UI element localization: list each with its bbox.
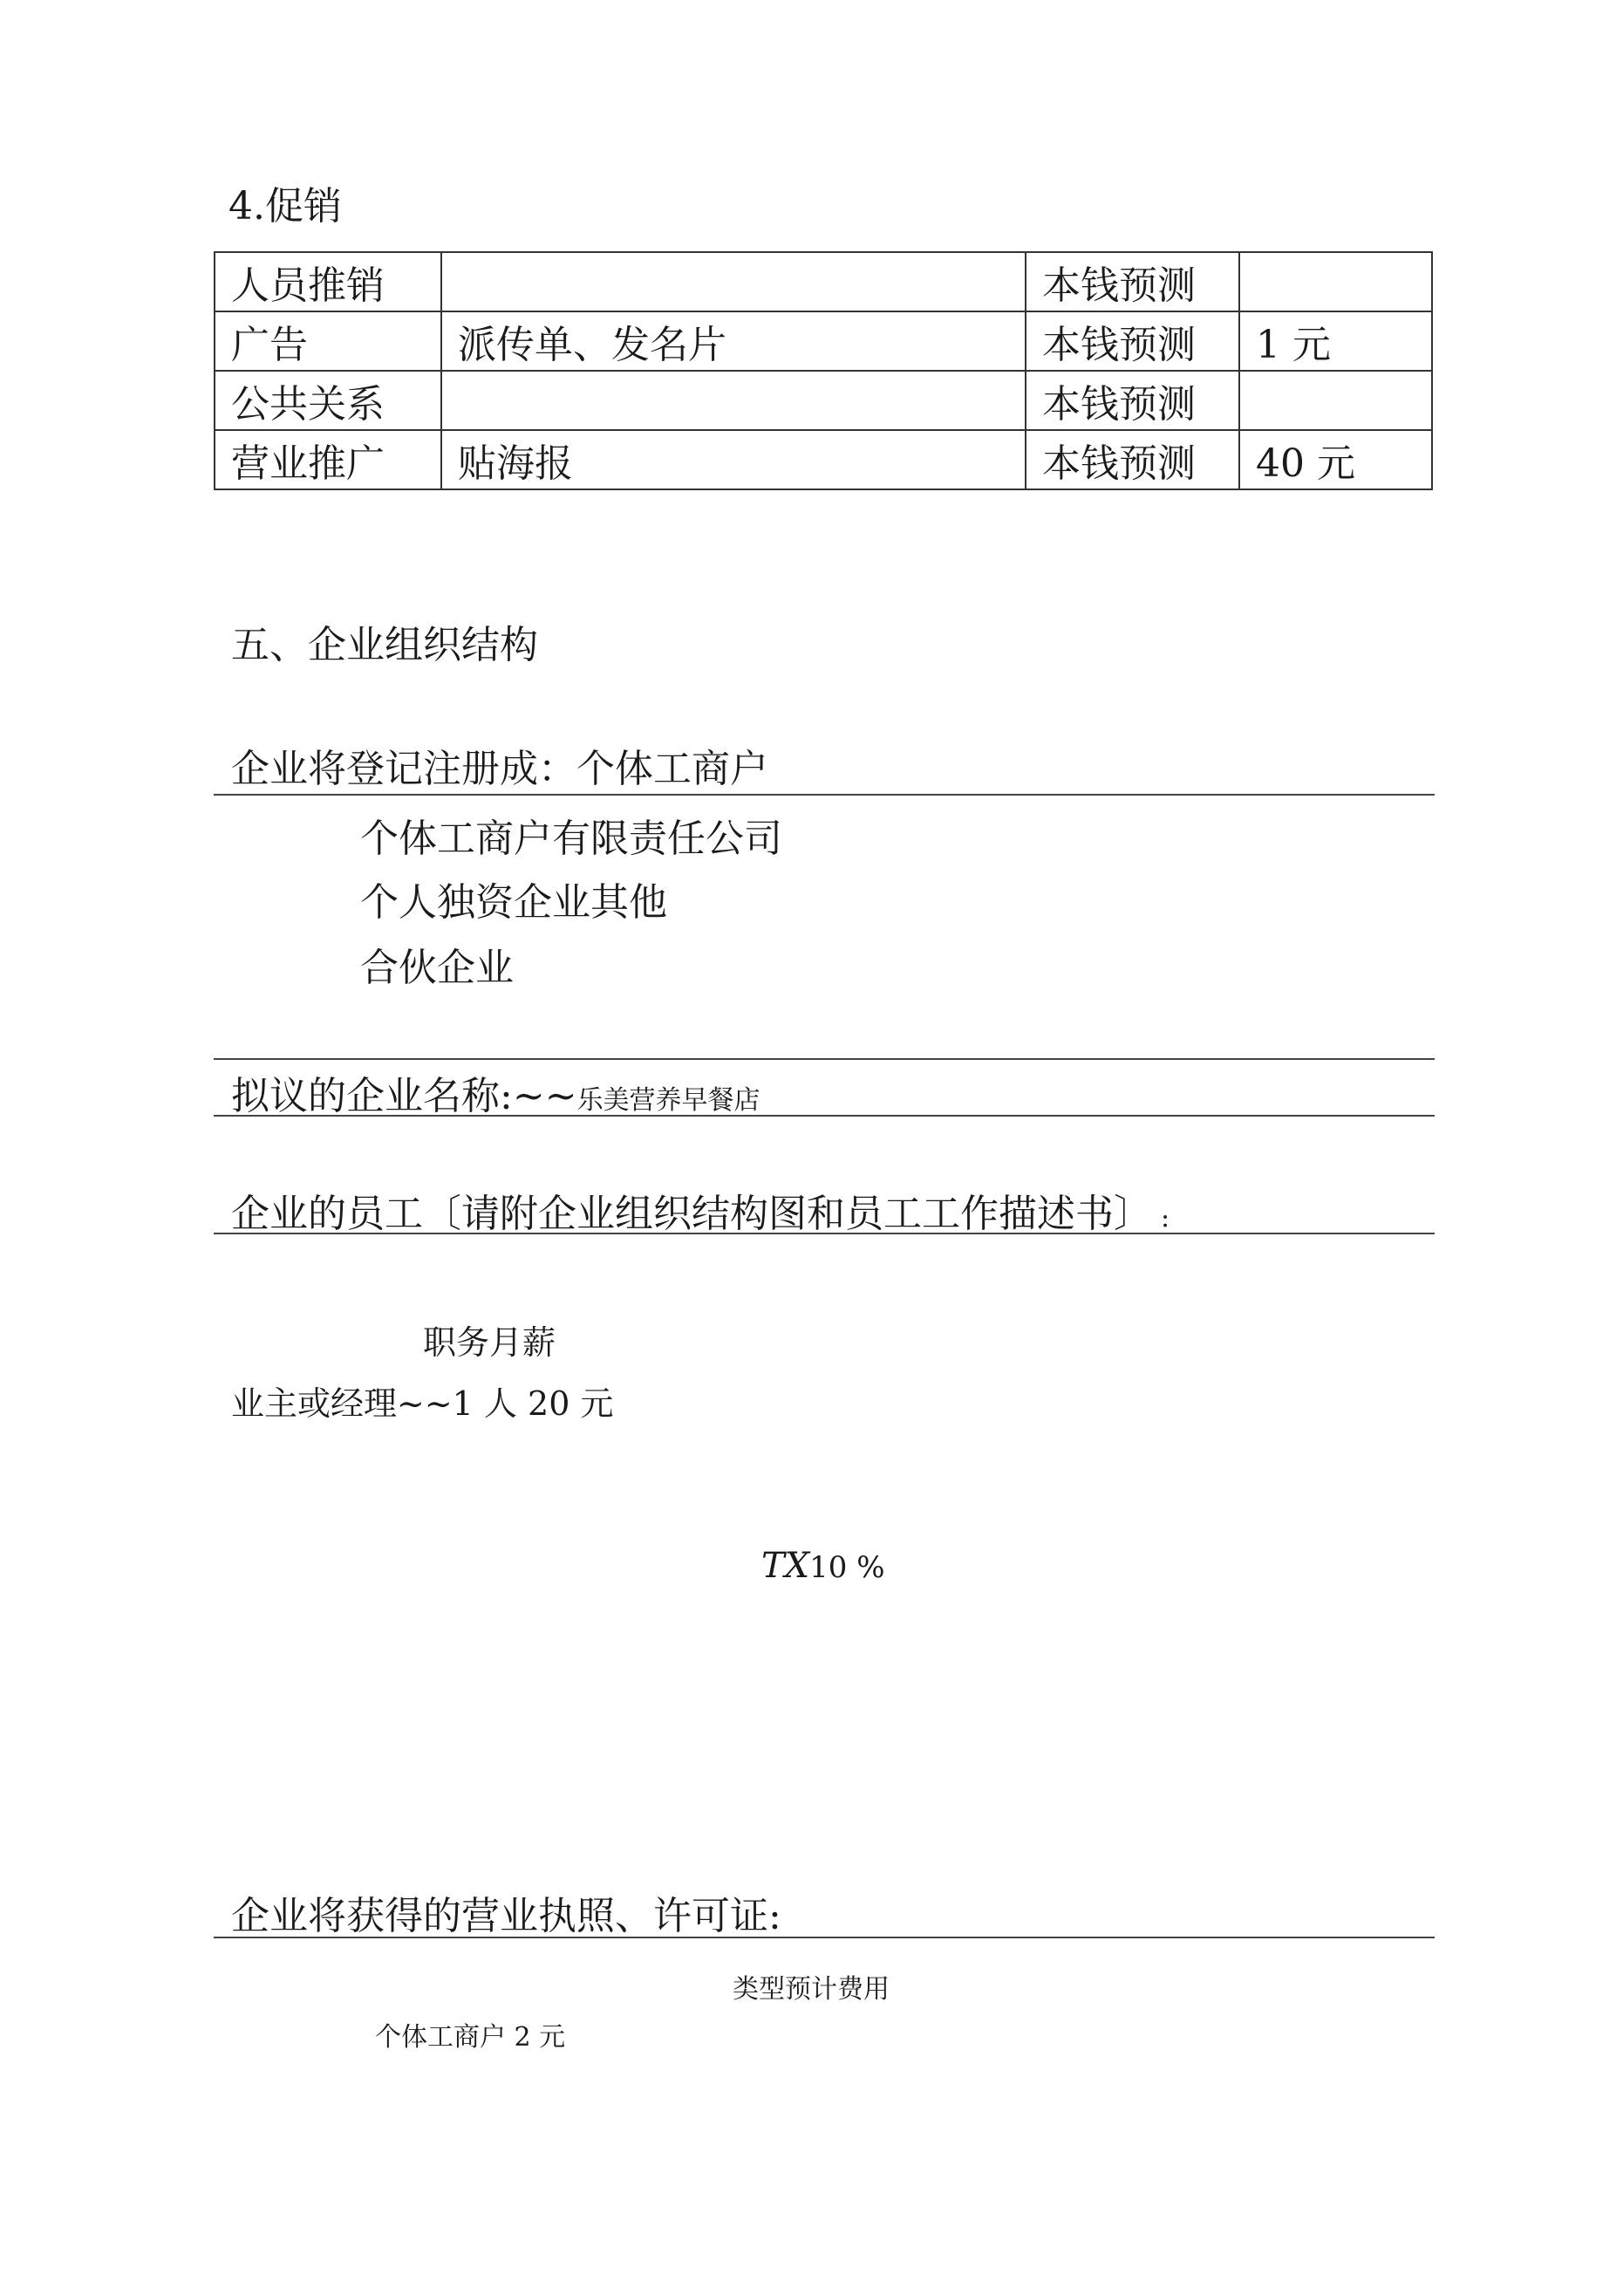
promo-cost-label: 本钱预测 (1026, 252, 1239, 311)
divider (214, 1115, 1435, 1117)
divider (214, 794, 1435, 796)
promo-detail (441, 371, 1026, 430)
registration-option: 个人独资企业其他 (360, 880, 667, 925)
registration-option: 个体工商户有限责任公司 (360, 817, 782, 861)
license-label: 企业将获得的营业执照、许可证: (231, 1894, 781, 1938)
promo-item: 广告 (215, 311, 441, 371)
formula-variable: TX (761, 1546, 810, 1586)
promo-cost-label: 本钱预测 (1026, 430, 1239, 489)
proposed-name-value: 乐美营养早餐店 (576, 1085, 760, 1116)
promo-cost (1239, 252, 1432, 311)
promo-detail (441, 252, 1026, 311)
divider (214, 1233, 1435, 1234)
promo-cost (1239, 371, 1432, 430)
table-row (215, 311, 1432, 371)
license-table-header: 类型预计费用 (733, 1974, 890, 2005)
promotion-table (214, 251, 1433, 490)
staff-row: 业主或经理~~1 人 20 元 (231, 1384, 614, 1423)
promo-item: 人员推销 (215, 252, 441, 311)
staff-table-header: 职务月薪 (423, 1323, 556, 1362)
staff-label: 企业的员工〔请附企业组织结构图和员工工作描述书〕 (231, 1192, 1152, 1236)
section-heading: 五、企业组织结构 (231, 623, 538, 667)
proposed-name-label: 拟议的企业名称:~~ (231, 1074, 577, 1118)
promo-cost: 40 元 (1239, 430, 1432, 489)
divider (214, 1058, 1435, 1060)
promo-detail: 贴海报 (441, 430, 1026, 489)
proposed-name-row (231, 1064, 760, 1120)
table-row (215, 371, 1432, 430)
divider (214, 1937, 1435, 1938)
promo-cost: 1 元 (1239, 311, 1432, 371)
promo-item: 公共关系 (215, 371, 441, 430)
promo-detail: 派传单、发名片 (441, 311, 1026, 371)
formula-value: 10 % (809, 1550, 885, 1585)
promo-cost-label: 本钱预测 (1026, 371, 1239, 430)
promotion-title: 4.促销 (228, 184, 342, 229)
table-row (215, 430, 1432, 489)
license-row: 个体工商户 2 元 (375, 2022, 566, 2053)
staff-label-colon: : (1161, 1203, 1170, 1233)
staff-label-row (231, 1182, 1170, 1238)
table-row (215, 252, 1432, 311)
promo-cost-label: 本钱预测 (1026, 311, 1239, 371)
registration-label: 企业将登记注册成：个体工商户 (231, 747, 768, 791)
registration-option: 合伙企业 (360, 946, 514, 990)
promo-item: 营业推广 (215, 430, 441, 489)
formula (761, 1546, 885, 1586)
